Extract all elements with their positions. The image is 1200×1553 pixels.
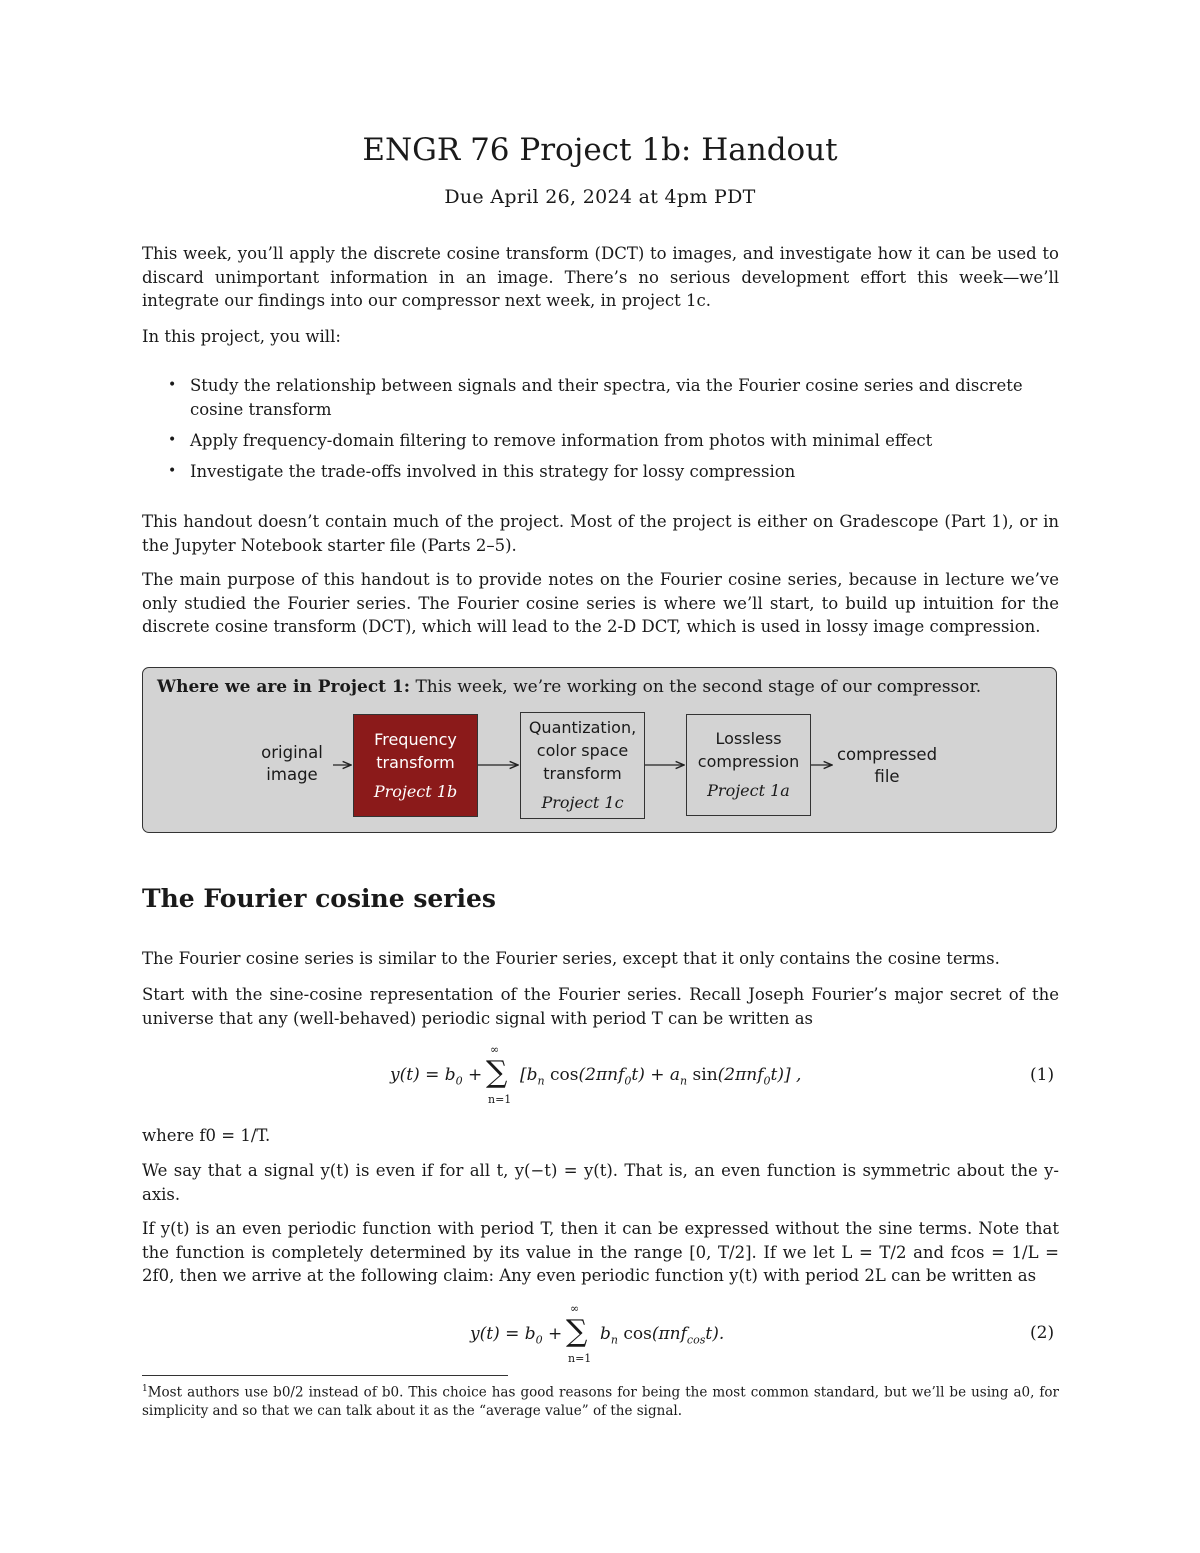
intro-paragraph-3: This handout doesn’t contain much of the project. Most of the project is either on Gradescope (Part 1), or in the Jupyter Notebook starter file (Parts 2–5). xyxy=(142,512,1059,555)
equation-1-number: (1) xyxy=(1030,1065,1055,1085)
stage-project-label: Project 1c xyxy=(541,793,624,812)
due-date: Due April 26, 2024 at 4pm PDT xyxy=(444,186,756,208)
output-label-line: compressed xyxy=(836,745,938,764)
intro-paragraph-2: In this project, you will: xyxy=(142,327,341,346)
page-title: ENGR 76 Project 1b: Handout xyxy=(362,132,838,168)
diagram-heading xyxy=(157,677,981,697)
list-item: • Apply frequency-domain filtering to remove information from photos with minimal effect xyxy=(190,429,1060,453)
stage-label-line: compression xyxy=(697,752,800,771)
section-paragraph-2: Start with the sine-cosine representation of the Fourier series. Recall Joseph Fourier’s major secret of the universe that any (well-behaved) periodic signal with period T can be written as xyxy=(142,985,1059,1028)
stage-project-label: Project 1a xyxy=(707,781,790,800)
stage-label-line: Lossless xyxy=(715,729,782,748)
section-paragraph-4: We say that a signal y(t) is even if for all t, y(−t) = y(t). That is, an even function is symmetric about the y-axis. xyxy=(142,1161,1059,1204)
footnote-rule xyxy=(142,1375,508,1376)
output-label xyxy=(834,744,940,788)
diagram-heading-text: This week, we’re working on the second stage of our compressor. xyxy=(415,677,982,697)
section-heading: The Fourier cosine series xyxy=(142,884,496,913)
diagram-heading-bold: Where we are in Project 1: xyxy=(157,677,411,697)
stage-label-line: transform xyxy=(376,753,455,772)
list-item: • Study the relationship between signals and their spectra, via the Fourier cosine series and discrete cosine transform xyxy=(190,374,1060,421)
input-label-line: original xyxy=(261,743,323,762)
footnote-text: Most authors use b0/2 instead of b0. This choice has good reasons for being the most common standard, but we’ll be using a0, for simplicity and so that we can talk about it as the “average value” of the signal. xyxy=(142,1384,1059,1419)
equation-2-number: (2) xyxy=(1030,1323,1055,1343)
section-paragraph-1: The Fourier cosine series is similar to the Fourier series, except that it only contains the cosine terms. xyxy=(142,949,1000,968)
document-page: ENGR 76 Project 1b: Handout Due April 26, 2024 at 4pm PDT This week, you’ll apply the discrete cosine transform (DCT) to images, and investigate how it can be used to discard unimportant information in an image. There’s no serious development effort this week—we’ll integrate our findings into our compressor next week, in project 1c. In this project, you will: • Study the relationship between signals and their spectra, via the Fourier cosine series and discrete cosine transform • Apply frequency-domain filtering to remove information from photos with minimal effect • Investigate the trade-offs involved in this strategy for lossy compression This handout doesn’t contain much of the project. Most of the project is either on Gradescope (Part 1), or in the Jupyter Notebook starter file (Parts 2–5). The main purpose of this handout is to provide notes on the Fourier cosine series, because in lecture we’ve only studied the Fourier series. The Fourier cosine series is where we’ll start, to build up intuition for the discrete cosine transform (DCT), which will lead to the 2-D DCT, which is used in lossy image compression. Where we are in Project 1: This week, we’re working on the second stage of our compressor. original image Frequency transform Project 1b Quantization, color space transform Project 1c Lossless compression Project 1a compressed file The Fourier cosine series The Fourier cosine series is similar to the Fourier series, except that it only contains the cosine terms. Start with the sine-cosine representation of the Fourier series. Recall Joseph Fourier’s major secret of the universe that any (well-behaved) periodic signal with period T can be written as $y(t) = b_0$ + ∑ ∞ n=1 [$b_n$ $\cos(2\pi nf_0t) + a_n$ sin(2πnf$_0$t)] , (1) where f0 = 1/T. We say that a signal y(t) is even if for all t, y(−t) = y(t). That is, an even function is symmetric about the y-axis. If y(t) is an even periodic function with period T, then it can be expressed without the sine terms. Note that the function is completely determined by its value in the range [0, T/2]. If we let L = T/2 and fcos = 1/L = 2f0, then we arrive at the following claim: Any even periodic function y(t) with period 2L can be written as $y(t) = b_0$ + ∑ ∞ n=1 $b_n$ cos(πnf$_{cos}$t). (2) $^1$Most authors use b0/2 instead of b0. This choice has good reasons for being the most common standard, but we’ll be using a0, for simplicity and so that we can talk about it as the “average value” of the signal. xyxy=(0,0,1200,1553)
stage-project-label: Project 1b xyxy=(373,782,458,801)
stage-label-line: Frequency xyxy=(374,730,457,749)
input-label-line: image xyxy=(266,765,318,784)
input-label xyxy=(253,742,331,786)
stage-label-line: Quantization, xyxy=(528,718,637,737)
stage-frequency-transform xyxy=(353,714,478,817)
intro-paragraph-1: This week, you’ll apply the discrete cosine transform (DCT) to images, and investigate how it can be used to discard unimportant information in an image. There’s no serious development effort this week—we’ll integrate our findings into our compressor next week, in project 1c. xyxy=(142,244,1059,310)
stage-quantization xyxy=(520,712,645,819)
section-paragraph-3: where f0 = 1/T. xyxy=(142,1126,271,1145)
section-paragraph-5: If y(t) is an even periodic function with period T, then it can be expressed without the sine terms. Note that the function is completely determined by its value in the range [0, T/2]. If we let L = T/2 and fcos = 1/L = 2f0, then we arrive at the following claim: Any even periodic function y(t) with period 2L can be written as xyxy=(142,1219,1059,1285)
output-label-line: file xyxy=(874,767,900,786)
intro-paragraph-4: The main purpose of this handout is to provide notes on the Fourier cosine series, because in lecture we’ve only studied the Fourier series. The Fourier cosine series is where we’ll start, to build up intuition for the discrete cosine transform (DCT), which will lead to the 2-D DCT, which is used in lossy image compression. xyxy=(142,570,1059,636)
stage-label-line: transform xyxy=(543,764,622,783)
footnote: $^1$Most authors use b0/2 instead of b0. This choice has good reasons for being the most common standard, but we’ll be using a0, for simplicity and so that we can talk about it as the “average value” of the signal. xyxy=(142,1384,1059,1419)
stage-label-line: color space xyxy=(536,741,629,760)
stage-lossless-compression xyxy=(686,714,811,816)
list-item: • Investigate the trade-offs involved in this strategy for lossy compression xyxy=(190,460,1060,484)
